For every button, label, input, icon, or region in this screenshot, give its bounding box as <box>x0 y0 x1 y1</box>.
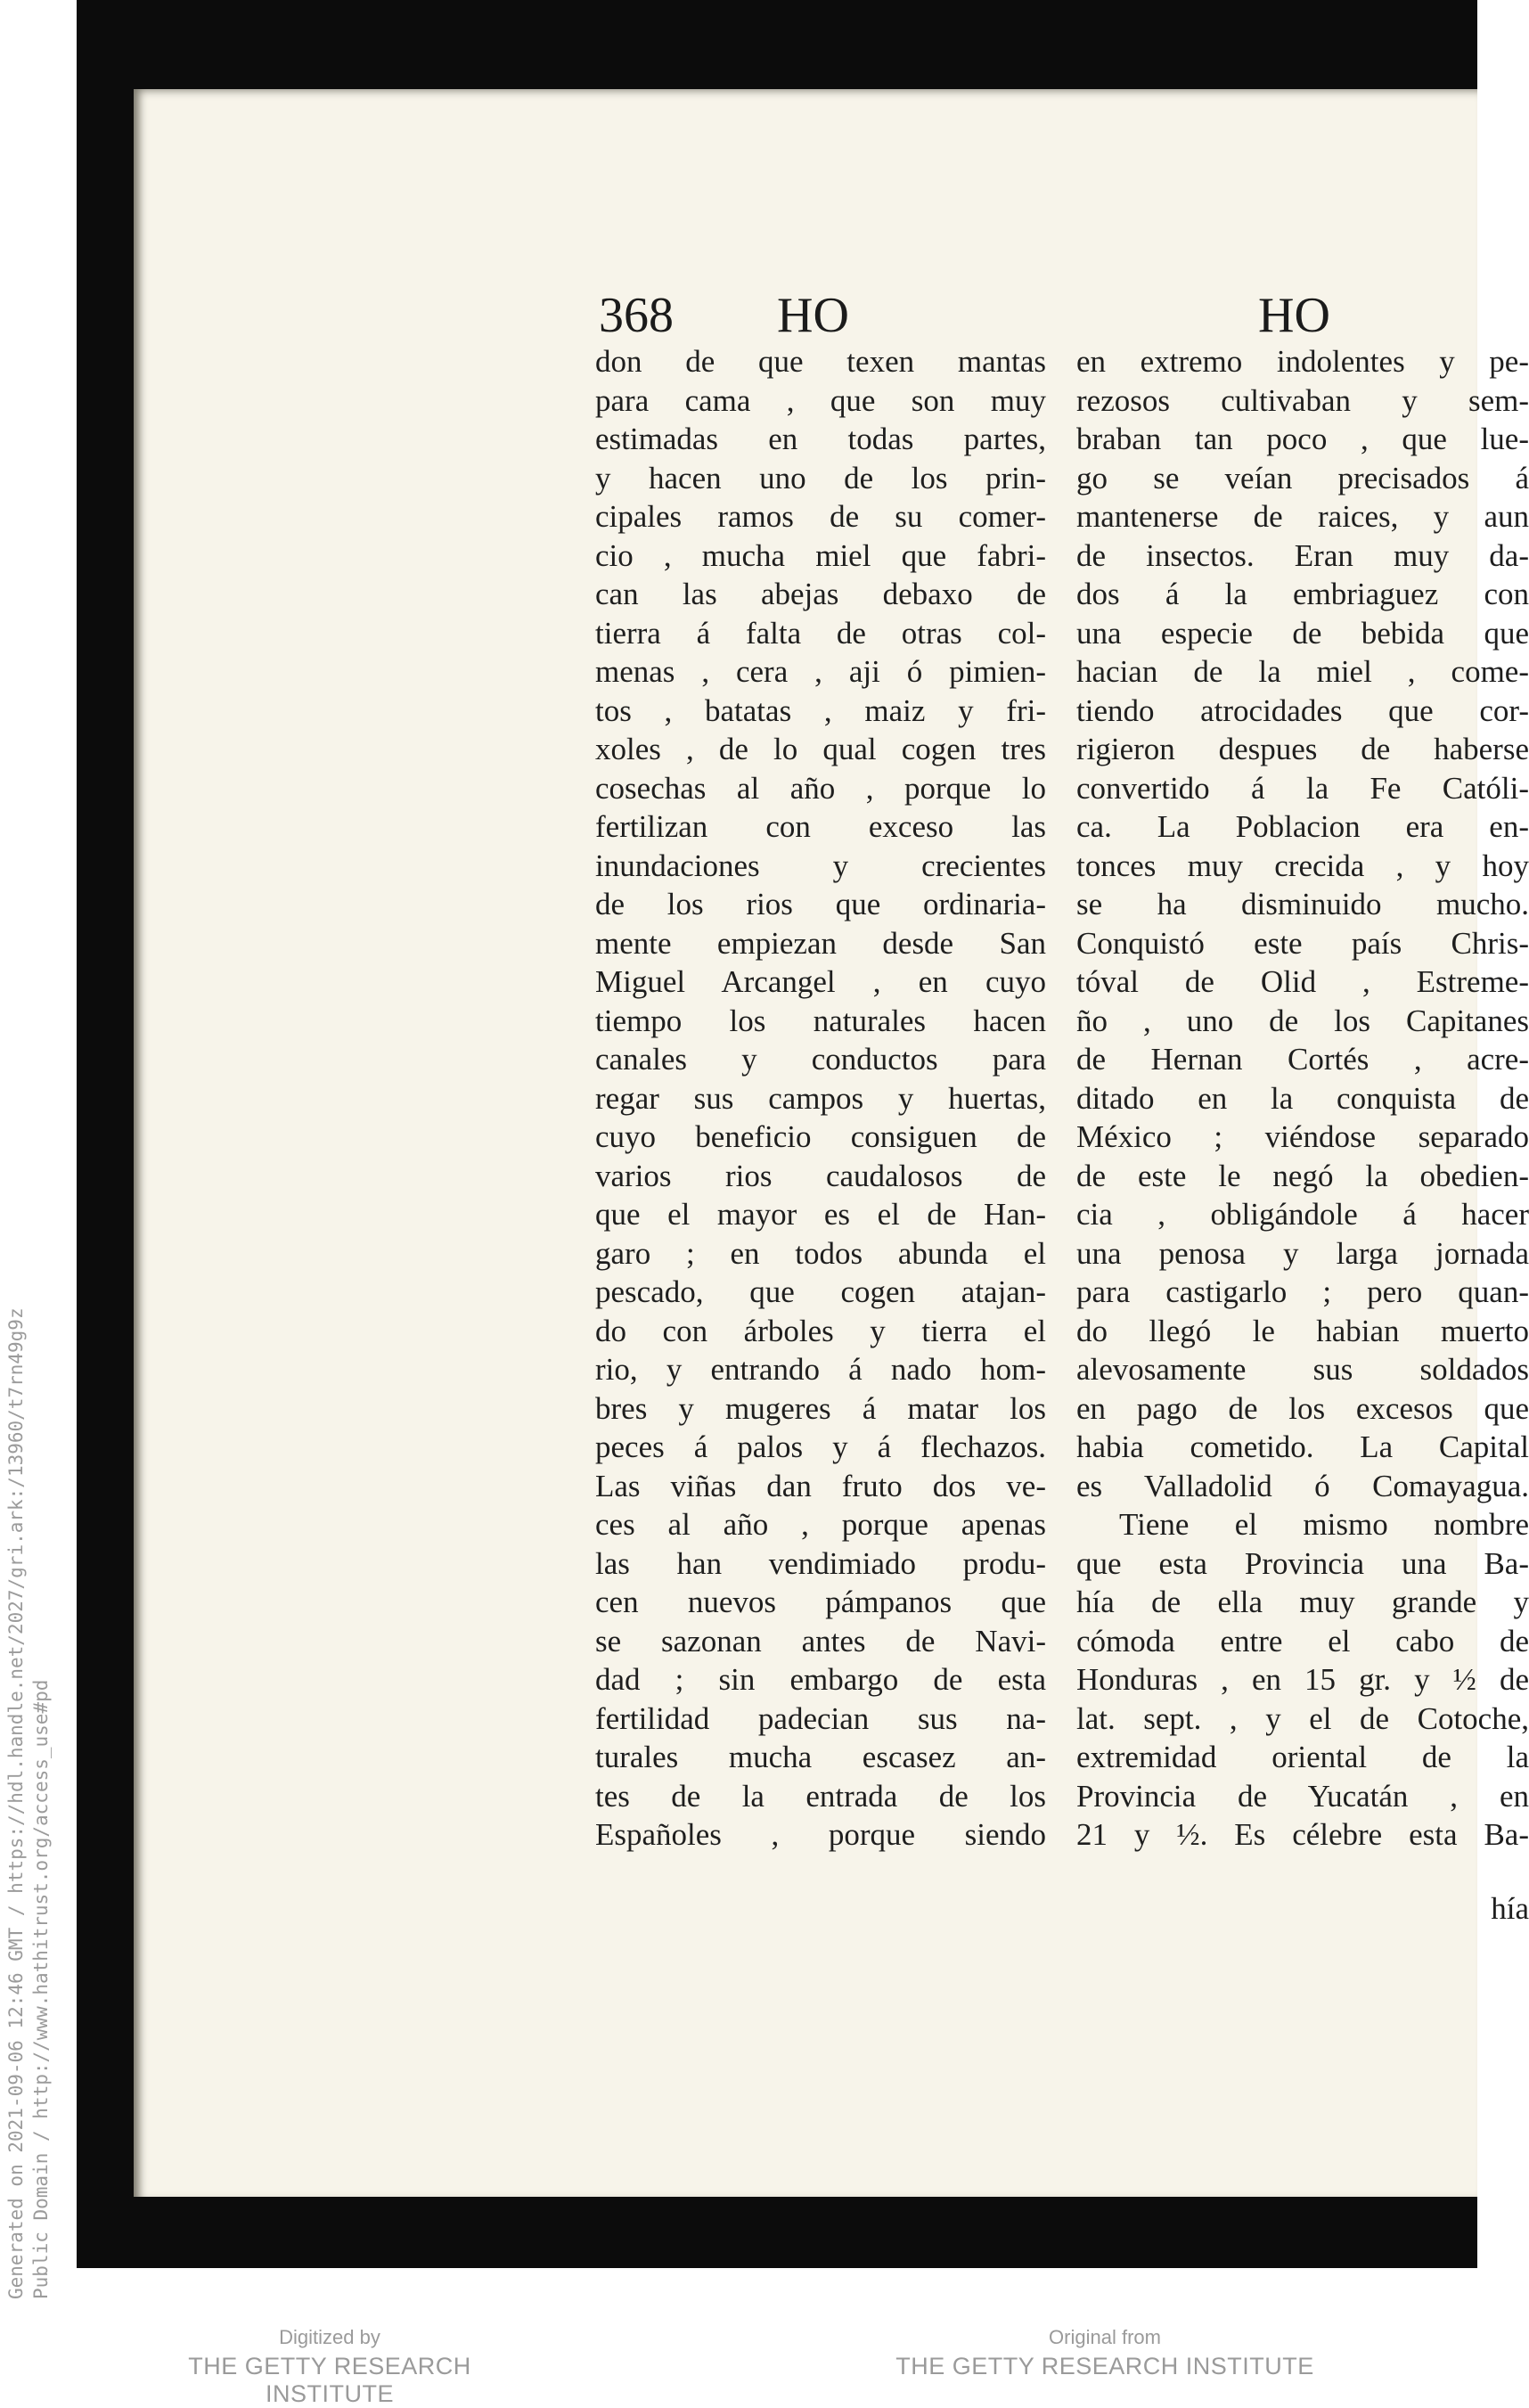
text-line: México ; viéndose separado <box>1076 1119 1529 1154</box>
text-line: de los rios que ordinaria- <box>595 887 1046 921</box>
text-line: xoles , de lo qual cogen tres <box>595 732 1046 766</box>
text-line: de este le negó la obedien- <box>1076 1158 1529 1193</box>
text-line: can las abejas debaxo de <box>595 577 1046 611</box>
text-line: do con árboles y tierra el <box>595 1313 1046 1348</box>
text-line: tiendo atrocidades que cor- <box>1076 692 1529 728</box>
text-line: cia , obligándole á hacer <box>1076 1197 1529 1232</box>
footer-original-institution: THE GETTY RESEARCH INSTITUTE <box>895 2353 1314 2379</box>
text-line: fertilidad padecian sus na- <box>595 1700 1046 1736</box>
footer-original-from <box>887 2326 1323 2380</box>
text-line: en pago de los excesos que <box>1076 1390 1529 1426</box>
right-text-column <box>1076 342 1529 1855</box>
text-line: cómoda entre el cabo de <box>1076 1623 1529 1659</box>
text-line: extremidad oriental de la <box>1076 1740 1529 1774</box>
text-line: y hacen uno de los prin- <box>595 460 1046 496</box>
book-page <box>134 89 1529 2197</box>
watermark-line-public-domain: Public Domain / http://www.hathitrust.org/access_use#pd <box>30 1679 52 2299</box>
text-line: 21 y ½. Es célebre esta Ba- <box>1076 1817 1529 1852</box>
text-line: peces á palos y á flechazos. <box>595 1429 1046 1464</box>
text-line: menas , cera , aji ó pimien- <box>595 654 1046 689</box>
text-line: don de que texen mantas <box>595 344 1046 379</box>
text-line: convertido á la Fe Católi- <box>1076 770 1529 806</box>
footer-original-label: Original from <box>1049 2326 1161 2348</box>
text-line: cio , mucha miel que fabri- <box>595 537 1046 573</box>
text-line: varios rios caudalosos de <box>595 1158 1046 1193</box>
text-line: tierra á falta de otras col- <box>595 615 1046 651</box>
text-line: tes de la entrada de los <box>595 1778 1046 1814</box>
text-line: es Valladolid ó Comayagua. <box>1076 1468 1529 1503</box>
text-line: para castigarlo ; pero quan- <box>1076 1274 1529 1309</box>
text-line: que esta Provincia una Ba- <box>1076 1545 1529 1581</box>
text-line: turales mucha escasez an- <box>595 1740 1046 1774</box>
text-line: regar sus campos y huertas, <box>595 1080 1046 1116</box>
left-text-column <box>595 342 1046 1855</box>
text-line: garo ; en todos abunda el <box>595 1235 1046 1271</box>
text-line: dos á la embriaguez con <box>1076 577 1529 611</box>
text-line: estimadas en todas partes, <box>595 422 1046 456</box>
text-line: rezosos cultivaban y sem- <box>1076 382 1529 418</box>
text-line: hacian de la miel , come- <box>1076 654 1529 689</box>
text-line: ño , uno de los Capitanes <box>1076 1003 1529 1038</box>
text-line: se ha disminuido mucho. <box>1076 887 1529 921</box>
text-line: Miguel Arcangel , en cuyo <box>595 964 1046 999</box>
watermark-line-generated: Generated on 2021-09-06 12:46 GMT / https://hdl.handle.net/2027/gri.ark:/13960/t7rn49g9z <box>5 1307 27 2299</box>
access-watermark <box>0 1194 68 2299</box>
right-heading: HO <box>1258 288 1330 343</box>
text-line: Conquistó este país Chris- <box>1076 925 1529 961</box>
text-line: ditado en la conquista de <box>1076 1080 1529 1116</box>
footer-digitized-institution: THE GETTY RESEARCH INSTITUTE <box>188 2353 471 2407</box>
footer-digitized-by <box>134 2326 526 2408</box>
text-line: dad ; sin embargo de esta <box>595 1662 1046 1697</box>
text-line: una especie de bebida que <box>1076 615 1529 651</box>
text-line: cipales ramos de su comer- <box>595 499 1046 534</box>
text-line: habia cometido. La Capital <box>1076 1429 1529 1464</box>
text-line: tonces muy crecida , y hoy <box>1076 848 1529 883</box>
text-line: cen nuevos pámpanos que <box>595 1585 1046 1619</box>
text-line: hía de ella muy grande y <box>1076 1585 1529 1619</box>
text-line: Honduras , en 15 gr. y ½ de <box>1076 1662 1529 1697</box>
text-line: una penosa y larga jornada <box>1076 1235 1529 1271</box>
text-line: alevosamente sus soldados <box>1076 1352 1529 1387</box>
text-line: canales y conductos para <box>595 1042 1046 1077</box>
text-line: lat. sept. , y el de Cotoche, <box>1076 1700 1529 1736</box>
text-line: las han vendimiado produ- <box>595 1545 1046 1581</box>
text-line: mantenerse de raices, y aun <box>1076 499 1529 534</box>
running-header <box>134 287 1477 349</box>
text-line: Provincia de Yucatán , en <box>1076 1778 1529 1814</box>
text-line: tos , batatas , maiz y fri- <box>595 692 1046 728</box>
scan-background <box>77 0 1529 2268</box>
text-line: Españoles , porque siendo <box>595 1817 1046 1852</box>
text-line: de insectos. Eran muy da- <box>1076 537 1529 573</box>
text-line: que el mayor es el de Han- <box>595 1197 1046 1232</box>
text-line: cuyo beneficio consiguen de <box>595 1119 1046 1154</box>
text-line: Las viñas dan fruto dos ve- <box>595 1468 1046 1503</box>
text-line: braban tan poco , que lue- <box>1076 422 1529 456</box>
text-line: Tiene el mismo nombre <box>1119 1507 1529 1542</box>
text-line: tóval de Olid , Estreme- <box>1076 964 1529 999</box>
text-line: en extremo indolentes y pe- <box>1076 344 1529 379</box>
page-number: 368 <box>599 288 674 343</box>
text-line: para cama , que son muy <box>595 382 1046 418</box>
text-line: se sazonan antes de Navi- <box>595 1623 1046 1659</box>
text-line: inundaciones y crecientes <box>595 848 1046 883</box>
text-line: tiempo los naturales hacen <box>595 1003 1046 1038</box>
text-line: go se veían precisados á <box>1076 460 1529 496</box>
catchword: hía <box>1491 1891 1529 1926</box>
left-heading: HO <box>777 288 849 343</box>
footer-digitized-label: Digitized by <box>279 2326 380 2348</box>
text-line: rigieron despues de haberse <box>1076 732 1529 766</box>
text-line: de Hernan Cortés , acre- <box>1076 1042 1529 1077</box>
text-line: mente empiezan desde San <box>595 925 1046 961</box>
text-line: cosechas al año , porque lo <box>595 770 1046 806</box>
text-line: fertilizan con exceso las <box>595 809 1046 844</box>
text-line: bres y mugeres á matar los <box>595 1390 1046 1426</box>
text-line: pescado, que cogen atajan- <box>595 1274 1046 1309</box>
text-line: ca. La Poblacion era en- <box>1076 809 1529 844</box>
text-line: rio, y entrando á nado hom- <box>595 1352 1046 1387</box>
text-line: do llegó le habian muerto <box>1076 1313 1529 1348</box>
text-line: ces al año , porque apenas <box>595 1507 1046 1542</box>
